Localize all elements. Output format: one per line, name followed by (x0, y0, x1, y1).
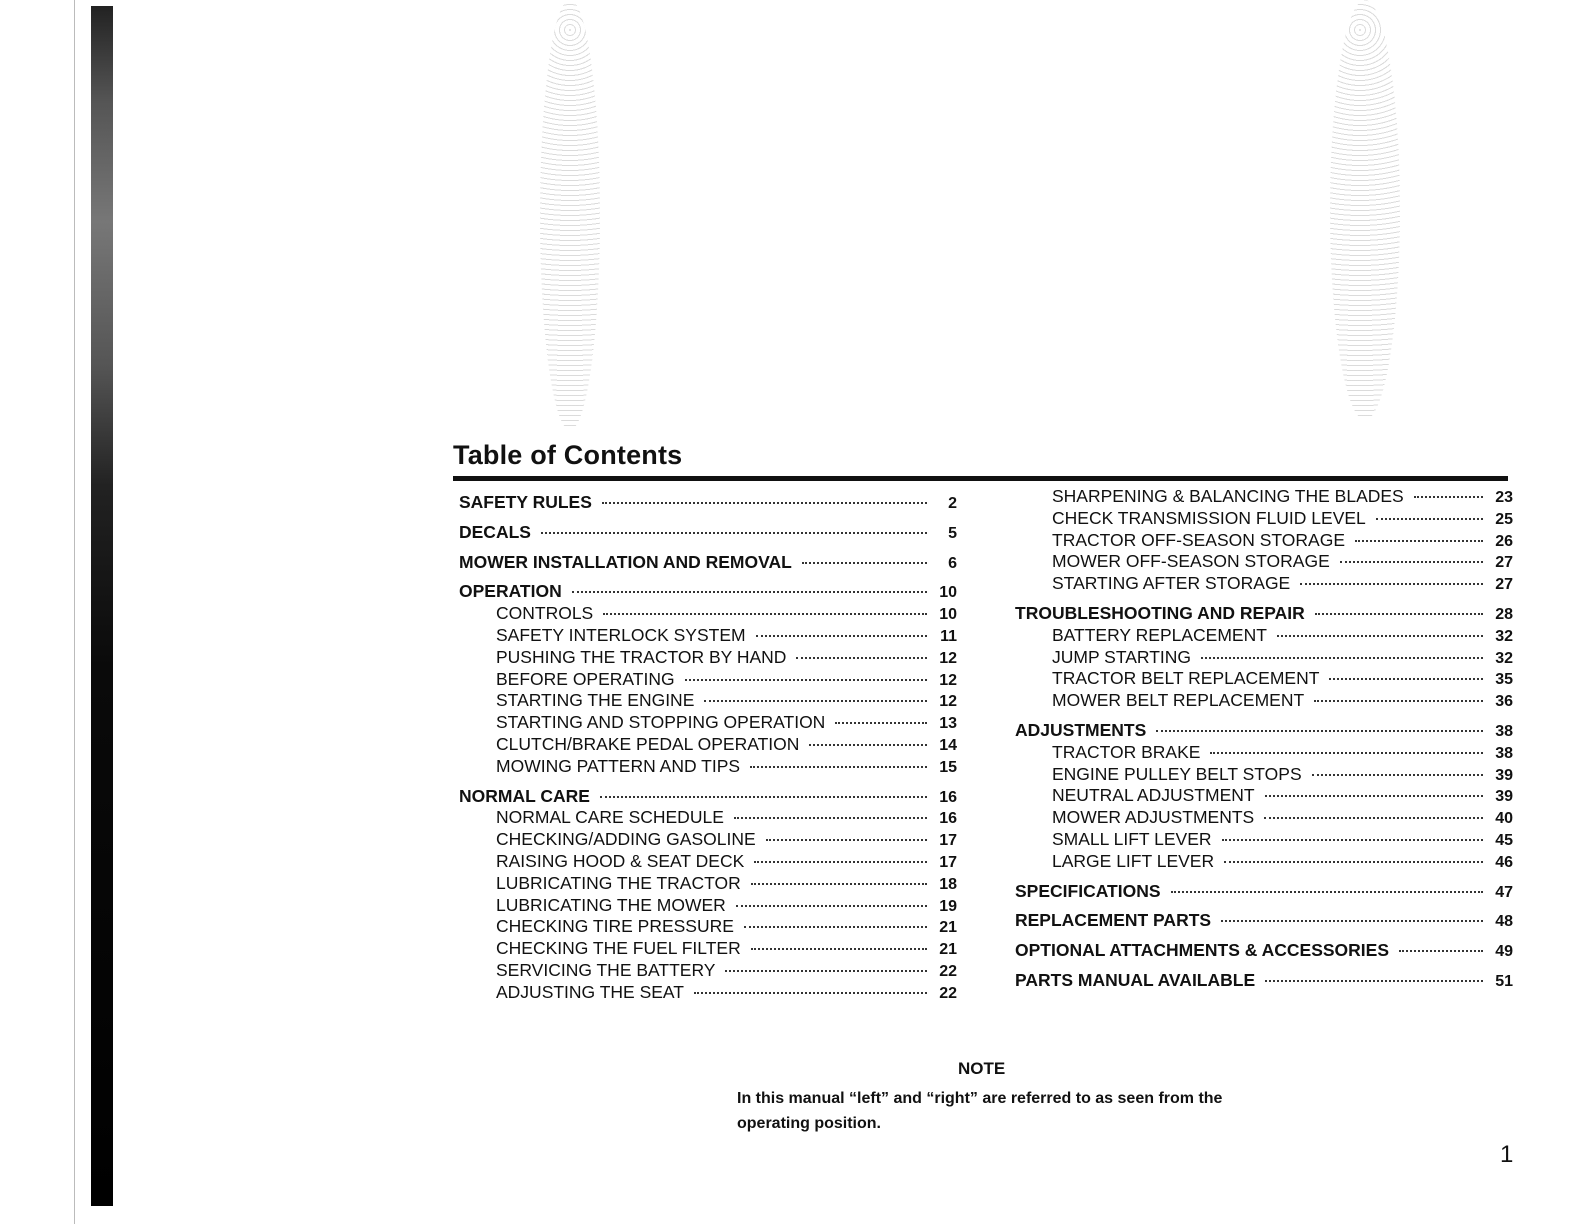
dot-leader (600, 796, 927, 798)
toc-entry-label: MOWER INSTALLATION AND REMOVAL (459, 551, 792, 572)
toc-page-number: 48 (1495, 913, 1513, 931)
dot-leader (802, 562, 927, 564)
dot-leader (744, 926, 927, 928)
toc-page-number: 40 (1495, 810, 1513, 828)
toc-subsection-entry[interactable] (1015, 647, 1513, 669)
toc-entry-label: TRACTOR BRAKE (1052, 741, 1201, 762)
toc-subsection-entry[interactable] (459, 982, 957, 1004)
toc-subsection-entry[interactable] (1015, 829, 1513, 851)
note-text: In this manual “left” and “right” are referred to as seen from the operating position. (737, 1090, 1223, 1132)
toc-entry-label: BATTERY REPLACEMENT (1052, 624, 1267, 645)
toc-entry-label: ENGINE PULLEY BELT STOPS (1052, 763, 1302, 784)
toc-entry-label: NEUTRAL ADJUSTMENT (1052, 785, 1255, 806)
toc-page-number: 27 (1495, 554, 1513, 572)
dot-leader (1156, 730, 1483, 732)
dot-leader (736, 905, 927, 907)
toc-subsection-entry[interactable] (459, 960, 957, 982)
dot-leader (1340, 561, 1483, 563)
toc-page-number: 39 (1495, 766, 1513, 784)
toc-entry-label: TROUBLESHOOTING AND REPAIR (1015, 602, 1305, 623)
toc-subsection-entry[interactable] (1015, 530, 1513, 552)
toc-page-number: 18 (939, 875, 957, 893)
toc-entry-label: STARTING THE ENGINE (496, 690, 695, 711)
toc-right-column (1015, 486, 1513, 992)
dot-leader (694, 992, 927, 994)
toc-subsection-entry[interactable] (1015, 508, 1513, 530)
toc-entry-label: CHECKING TIRE PRESSURE (496, 916, 734, 937)
toc-section-entry[interactable] (459, 552, 957, 574)
dot-leader (796, 657, 927, 659)
toc-page-number: 16 (939, 788, 957, 806)
dot-leader (766, 839, 927, 841)
toc-entry-label: NORMAL CARE SCHEDULE (496, 807, 724, 828)
title-rule (453, 476, 1508, 481)
toc-subsection-entry[interactable] (459, 916, 957, 938)
toc-page-number: 51 (1495, 972, 1513, 990)
dot-leader (1376, 518, 1483, 520)
toc-page-number: 23 (1495, 489, 1513, 506)
toc-page-number: 21 (939, 919, 957, 937)
dot-leader (809, 744, 927, 746)
toc-entry-label: MOWER BELT REPLACEMENT (1052, 690, 1305, 711)
toc-subsection-entry[interactable] (1015, 625, 1513, 647)
toc-page-number: 22 (939, 962, 957, 980)
toc-subsection-entry[interactable] (1015, 486, 1513, 508)
dot-leader (572, 591, 927, 593)
toc-entry-label: SMALL LIFT LEVER (1052, 828, 1212, 849)
page-title: Table of Contents (453, 440, 683, 470)
dot-leader (1315, 613, 1483, 615)
toc-subsection-entry[interactable] (459, 895, 957, 917)
toc-section-entry[interactable] (1015, 970, 1513, 992)
toc-entry-label: MOWER ADJUSTMENTS (1052, 807, 1255, 828)
toc-subsection-entry[interactable] (459, 829, 957, 851)
toc-page-number: 47 (1495, 883, 1513, 901)
dot-leader (603, 613, 927, 615)
toc-page-number: 27 (1495, 576, 1513, 594)
dot-leader (602, 502, 927, 504)
toc-page-number: 38 (1495, 722, 1513, 740)
toc-entry-label: CHECK TRANSMISSION FLUID LEVEL (1052, 507, 1366, 528)
dot-leader (1300, 583, 1483, 585)
dot-leader (1224, 861, 1483, 863)
toc-subsection-entry[interactable] (459, 690, 957, 712)
toc-section-entry[interactable] (459, 786, 957, 808)
scan-speckle-left (540, 0, 600, 430)
toc-subsection-entry[interactable] (1015, 851, 1513, 873)
note-heading: NOTE (958, 1059, 1006, 1078)
toc-subsection-entry[interactable] (459, 669, 957, 691)
toc-page-number: 49 (1495, 943, 1513, 961)
toc-page-number: 5 (948, 524, 957, 542)
dot-leader (1171, 891, 1483, 893)
dot-leader (835, 722, 927, 724)
toc-entry-label: DECALS (459, 521, 531, 542)
toc-page-number: 25 (1495, 510, 1513, 528)
toc-entry-label: TRACTOR OFF-SEASON STORAGE (1052, 529, 1345, 550)
toc-page-number: 35 (1495, 671, 1513, 689)
toc-page-number: 16 (939, 810, 957, 828)
dot-leader (754, 861, 927, 863)
toc-section-entry[interactable] (1015, 940, 1513, 962)
toc-page-number: 12 (939, 693, 957, 711)
toc-section-entry[interactable] (459, 492, 957, 514)
toc-subsection-entry[interactable] (1015, 690, 1513, 712)
toc-section-entry[interactable] (1015, 910, 1513, 932)
dot-leader (704, 700, 927, 702)
toc-entry-label: TRACTOR BELT REPLACEMENT (1052, 668, 1320, 689)
toc-page-number: 12 (939, 649, 957, 667)
toc-entry-label: PARTS MANUAL AVAILABLE (1015, 969, 1256, 990)
toc-page-number: 11 (940, 627, 957, 645)
toc-entry-label: SERVICING THE BATTERY (496, 959, 716, 980)
toc-section-entry[interactable] (1015, 720, 1513, 742)
scan-speckle-right (1330, 0, 1400, 420)
toc-entry-label: RAISING HOOD & SEAT DECK (496, 850, 745, 871)
toc-entry-label: ADJUSTMENTS (1015, 719, 1147, 740)
toc-left-column (459, 492, 957, 1004)
toc-entry-label: SAFETY RULES (459, 492, 592, 512)
toc-page-number: 28 (1495, 605, 1513, 623)
toc-page-number: 46 (1495, 853, 1513, 871)
toc-entry-label: CLUTCH/BRAKE PEDAL OPERATION (496, 733, 800, 754)
toc-entry-label: BEFORE OPERATING (496, 668, 675, 689)
toc-subsection-entry[interactable] (1015, 551, 1513, 573)
dot-leader (1312, 774, 1483, 776)
toc-entry-label: SHARPENING & BALANCING THE BLADES (1052, 486, 1404, 506)
toc-subsection-entry[interactable] (1015, 668, 1513, 690)
dot-leader (1355, 540, 1483, 542)
binding-edge-line (74, 0, 75, 1224)
toc-page-number: 22 (939, 984, 957, 1002)
toc-section-entry[interactable] (459, 522, 957, 544)
dot-leader (1277, 635, 1483, 637)
toc-page-number: 15 (939, 758, 957, 776)
dot-leader (734, 817, 927, 819)
toc-page-number: 17 (939, 832, 957, 850)
toc-page-number: 21 (939, 941, 957, 959)
toc-entry-label: PUSHING THE TRACTOR BY HAND (496, 646, 787, 667)
toc-entry-label: CHECKING THE FUEL FILTER (496, 938, 741, 959)
toc-entry-label: CHECKING/ADDING GASOLINE (496, 829, 756, 850)
toc-page-number: 38 (1495, 744, 1513, 762)
dot-leader (1265, 980, 1483, 982)
toc-entry-label: SPECIFICATIONS (1015, 880, 1161, 901)
toc-entry-label: MOWER OFF-SEASON STORAGE (1052, 551, 1330, 572)
toc-entry-label: REPLACEMENT PARTS (1015, 910, 1212, 931)
toc-entry-label: CONTROLS (496, 603, 594, 624)
toc-subsection-entry[interactable] (459, 938, 957, 960)
dot-leader (1399, 950, 1483, 952)
toc-page-number: 26 (1495, 532, 1513, 550)
toc-entry-label: STARTING AFTER STORAGE (1052, 573, 1291, 594)
toc-entry-label: OPERATION (459, 581, 562, 602)
toc-section-entry[interactable] (459, 581, 957, 603)
toc-section-entry[interactable] (1015, 603, 1513, 625)
dot-leader (751, 948, 927, 950)
toc-page-number: 10 (939, 606, 957, 624)
dot-leader (756, 635, 927, 637)
toc-entry-label: SAFETY INTERLOCK SYSTEM (496, 624, 746, 645)
toc-subsection-entry[interactable] (1015, 807, 1513, 829)
toc-entry-label: MOWING PATTERN AND TIPS (496, 755, 741, 776)
dot-leader (1264, 817, 1483, 819)
dot-leader (1210, 752, 1483, 754)
toc-subsection-entry[interactable] (459, 712, 957, 734)
dot-leader (541, 532, 927, 534)
toc-entry-label: STARTING AND STOPPING OPERATION (496, 712, 826, 733)
toc-page-number: 13 (939, 715, 957, 733)
toc-page-number: 12 (939, 671, 957, 689)
toc-section-entry[interactable] (1015, 881, 1513, 903)
binding-strip (91, 6, 113, 1206)
toc-page-number: 32 (1495, 627, 1513, 645)
toc-subsection-entry[interactable] (459, 807, 957, 829)
toc-subsection-entry[interactable] (459, 625, 957, 647)
dot-leader (1314, 700, 1483, 702)
toc-page-number: 14 (939, 736, 957, 754)
toc-page-number: 17 (939, 853, 957, 871)
page-number: 1 (1500, 1141, 1514, 1168)
dot-leader (1221, 920, 1483, 922)
dot-leader (1414, 496, 1483, 498)
toc-subsection-entry[interactable] (459, 873, 957, 895)
toc-subsection-entry[interactable] (1015, 785, 1513, 807)
toc-subsection-entry[interactable] (1015, 742, 1513, 764)
toc-entry-label: NORMAL CARE (459, 785, 590, 806)
toc-page-number: 45 (1495, 831, 1513, 849)
toc-subsection-entry[interactable] (459, 647, 957, 669)
toc-entry-label: OPTIONAL ATTACHMENTS & ACCESSORIES (1015, 940, 1389, 961)
toc-entry-label: ADJUSTING THE SEAT (496, 981, 684, 1002)
toc-subsection-entry[interactable] (459, 851, 957, 873)
toc-subsection-entry[interactable] (459, 756, 957, 778)
toc-subsection-entry[interactable] (459, 603, 957, 625)
toc-entry-label: LUBRICATING THE TRACTOR (496, 872, 741, 893)
toc-page-number: 6 (948, 554, 957, 572)
toc-page-number: 39 (1495, 788, 1513, 806)
toc-entry-label: LUBRICATING THE MOWER (496, 894, 726, 915)
toc-subsection-entry[interactable] (1015, 764, 1513, 786)
dot-leader (751, 883, 927, 885)
dot-leader (685, 679, 927, 681)
toc-subsection-entry[interactable] (459, 734, 957, 756)
toc-entry-label: JUMP STARTING (1052, 646, 1192, 667)
dot-leader (1222, 839, 1483, 841)
dot-leader (1329, 678, 1483, 680)
toc-page-number: 32 (1495, 649, 1513, 667)
dot-leader (1265, 795, 1483, 797)
toc-subsection-entry[interactable] (1015, 573, 1513, 595)
dot-leader (725, 970, 927, 972)
toc-entry-label: LARGE LIFT LEVER (1052, 850, 1215, 871)
dot-leader (1201, 657, 1483, 659)
dot-leader (750, 766, 927, 768)
toc-page-number: 2 (948, 495, 957, 512)
toc-page-number: 10 (939, 584, 957, 602)
toc-page-number: 36 (1495, 693, 1513, 711)
toc-page-number: 19 (939, 897, 957, 915)
